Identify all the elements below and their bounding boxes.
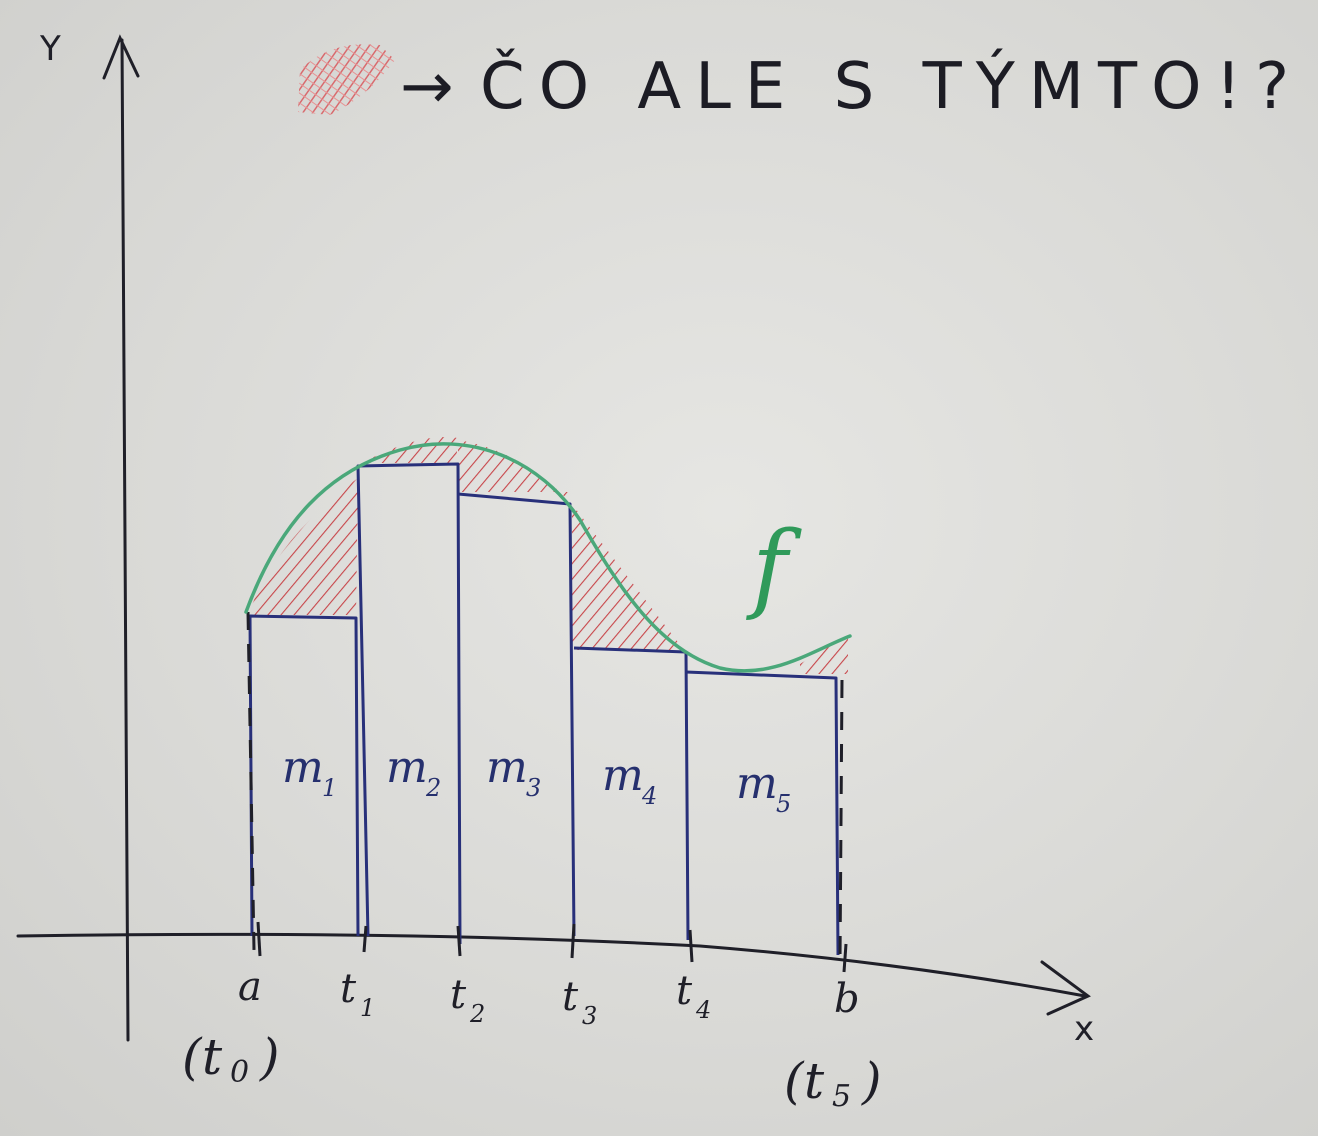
rect-3 xyxy=(458,494,574,936)
rect-label-1: m xyxy=(282,742,324,793)
function-label: f xyxy=(752,511,788,623)
tick-label-1: t xyxy=(340,966,357,1012)
title-arrow: → xyxy=(400,50,468,124)
tick-label-sub-4: 4 xyxy=(696,996,712,1024)
rect-label-4: m xyxy=(602,750,644,801)
paren-label-1: t xyxy=(804,1052,825,1110)
tick-label-3: t xyxy=(562,974,579,1020)
x-axis xyxy=(18,934,1088,1014)
rect-label-2: m xyxy=(386,742,428,793)
paren-sub-0: 0 xyxy=(230,1055,250,1090)
rect-label-sub-3: 3 xyxy=(526,774,542,802)
tick-label-0: a xyxy=(238,964,262,1010)
tick-labels xyxy=(238,964,860,1030)
tick-label-sub-3: 3 xyxy=(582,1002,598,1030)
rect-label-sub-5: 5 xyxy=(776,790,792,818)
title-text: ČO ALE S TÝMTO!? xyxy=(480,50,1304,124)
paren-open-0: ( xyxy=(182,1028,202,1086)
paren-close-1: ) xyxy=(862,1052,882,1110)
y-axis-label: Y xyxy=(40,29,61,69)
tick-label-5: b xyxy=(834,976,860,1022)
paren-close-0: ) xyxy=(260,1028,280,1086)
rect-label-sub-1: 1 xyxy=(322,774,338,802)
tick-label-4: t xyxy=(676,968,693,1014)
x-ticks xyxy=(258,922,846,972)
tick-label-sub-1: 1 xyxy=(360,994,376,1022)
rect-label-3: m xyxy=(486,742,528,793)
rect-2 xyxy=(358,464,460,944)
y-axis xyxy=(104,38,138,1040)
x-axis-label: x xyxy=(1074,1009,1095,1049)
tick-label-2: t xyxy=(450,972,467,1018)
rect-label-5: m xyxy=(736,758,778,809)
paren-sub-1: 5 xyxy=(832,1079,852,1114)
paren-open-1: ( xyxy=(784,1052,804,1110)
paren-label-0: t xyxy=(202,1028,223,1086)
rect-label-sub-4: 4 xyxy=(642,782,658,810)
paren-labels xyxy=(182,1028,882,1114)
rect-label-sub-2: 2 xyxy=(426,774,442,802)
rect-5 xyxy=(686,672,838,955)
legend-swatch xyxy=(298,44,395,115)
tick-label-sub-2: 2 xyxy=(470,1000,486,1028)
